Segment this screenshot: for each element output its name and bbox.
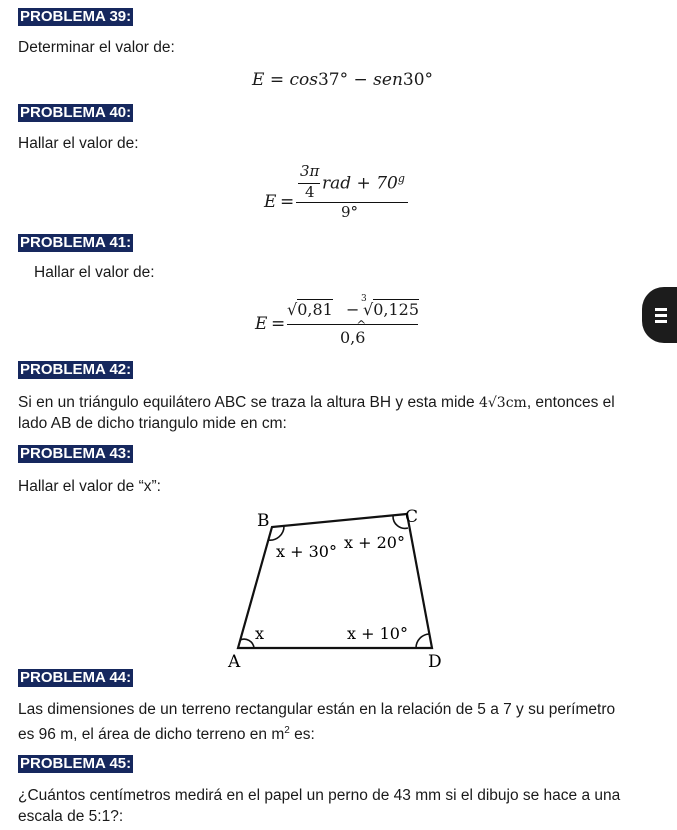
angle-a: x bbox=[255, 624, 265, 643]
vertex-a: A bbox=[228, 652, 241, 672]
problem-41-header: PROBLEMA 41: bbox=[20, 234, 132, 251]
problem-43-header: PROBLEMA 43: bbox=[20, 445, 132, 462]
problem-45-header: PROBLEMA 45: bbox=[20, 755, 132, 772]
problem-39-text: Determinar el valor de: bbox=[18, 39, 175, 56]
angle-b: x + 30° bbox=[276, 542, 337, 561]
problem-42-header: PROBLEMA 42: bbox=[20, 361, 132, 378]
problem-41-text: Hallar el valor de: bbox=[34, 264, 155, 281]
problem-39-header: PROBLEMA 39: bbox=[20, 8, 132, 25]
equation-39: E = cos37° − sen30° bbox=[252, 70, 434, 90]
problem-42-text: Si en un triángulo equilátero ABC se traza la altura BH y esta mide 4√3cm, entonces el bbox=[18, 394, 615, 411]
angle-c: x + 20° bbox=[344, 533, 405, 552]
vertex-b: B bbox=[257, 511, 270, 531]
angle-d: x + 10° bbox=[347, 624, 408, 643]
problem-45-text: ¿Cuántos centímetros medirá en el papel un perno de 43 mm si el dibujo se hace a una bbox=[18, 787, 621, 804]
vertex-d: D bbox=[428, 652, 442, 672]
problem-44-header: PROBLEMA 44: bbox=[20, 669, 132, 686]
problem-45-text-line2: escala de 5:1?: bbox=[18, 808, 124, 825]
problem-44-text: Las dimensiones de un terreno rectangular están en la relación de 5 a 7 y su perímetro bbox=[18, 701, 616, 718]
problem-40-header: PROBLEMA 40: bbox=[20, 104, 132, 121]
problem-40-text: Hallar el valor de: bbox=[18, 135, 139, 152]
problem-44-text-line2: es 96 m, el área de dicho terreno en $m^2$ es: bbox=[18, 725, 315, 744]
problem-42-text-line2: lado AB de dicho triangulo mide en cm: bbox=[18, 415, 287, 432]
vertex-c: C bbox=[405, 507, 419, 527]
problem-43-text: Hallar el valor de “x”: bbox=[18, 478, 161, 495]
